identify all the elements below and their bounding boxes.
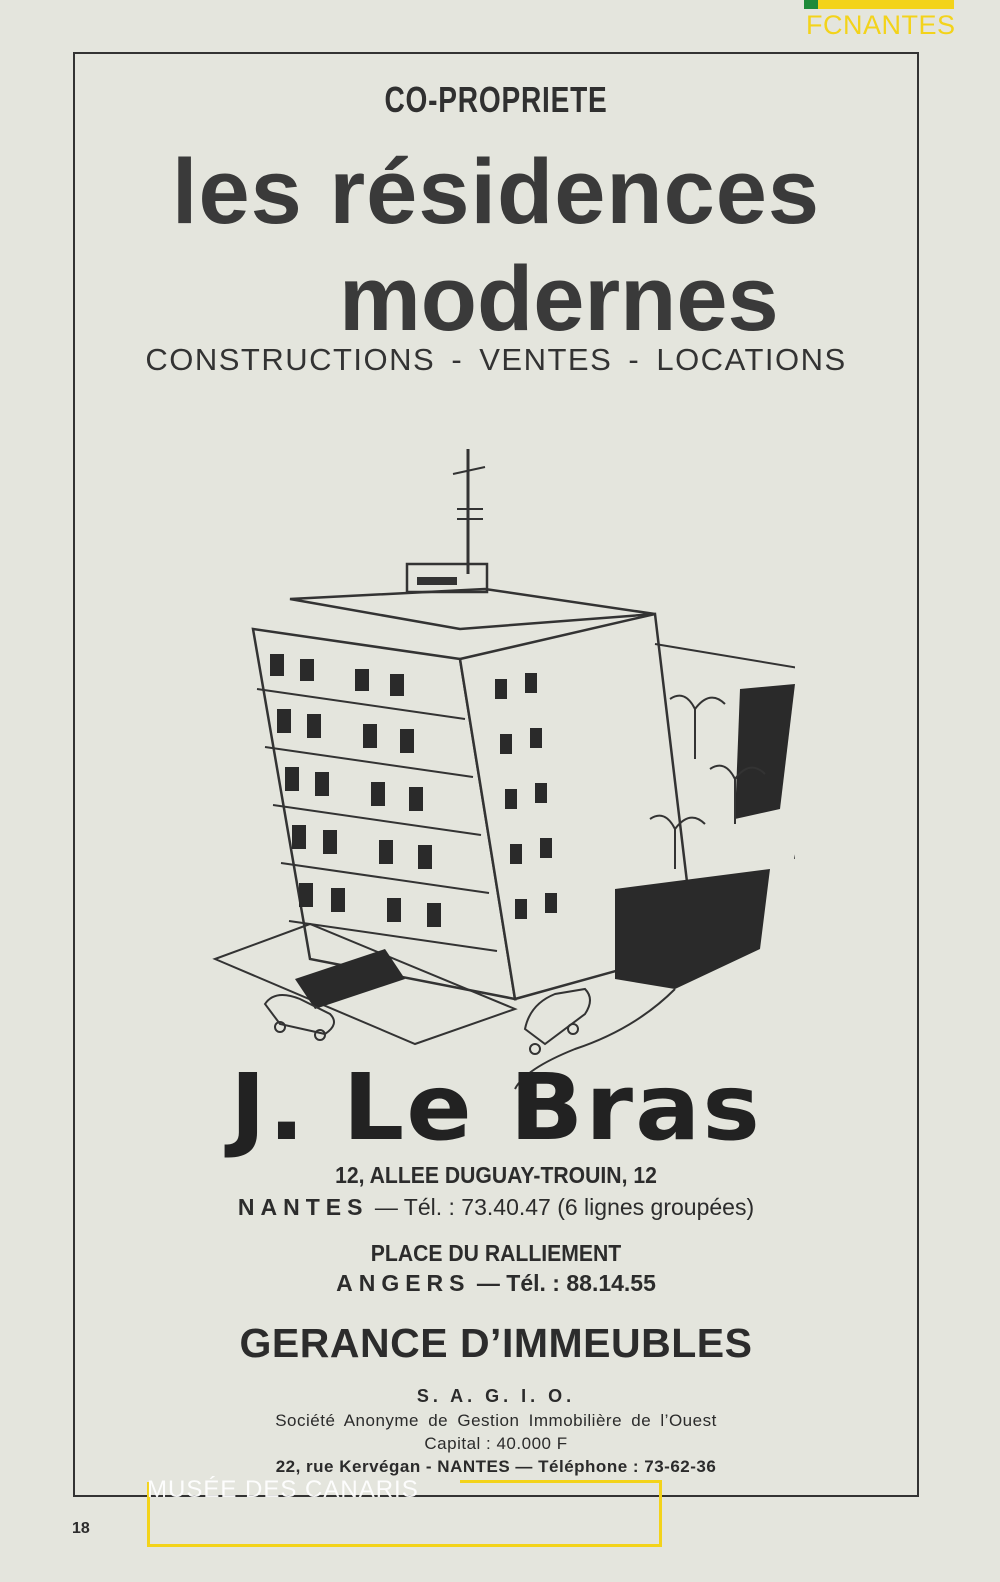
nantes-address: 12, ALLEE DUGUAY-TROUIN, 12: [335, 1162, 657, 1188]
nantes-contact: [75, 1194, 917, 1221]
sagio-address: 22, rue Kervégan - NANTES — Téléphone : 73-62-36: [275, 1457, 717, 1476]
sagio-acronym: S. A. G. I. O.: [416, 1386, 576, 1406]
angers-place: PLACE DU RALLIEMENT: [370, 1240, 622, 1266]
brand-bar-green: [804, 0, 818, 9]
angers-city: ANGERS: [336, 1270, 471, 1296]
brand-bar: [804, 0, 954, 9]
building-illustration: [195, 389, 795, 1109]
company-name: J. Le Bras: [230, 1054, 762, 1161]
page-number: 18: [72, 1520, 90, 1537]
nantes-city: NANTES: [237, 1194, 369, 1220]
copro-heading: CO-PROPRIETE: [384, 79, 608, 120]
nantes-phone: — Tél. : 73.40.47 (6 lignes groupées): [374, 1194, 755, 1220]
angers-phone: — Tél. : 88.14.55: [476, 1270, 656, 1296]
angers-contact: [75, 1270, 917, 1297]
services-line: CONSTRUCTIONS - VENTES - LOCATIONS: [145, 342, 847, 377]
gerance-heading: GERANCE D’IMMEUBLES: [239, 1320, 753, 1366]
brand-logo[interactable]: FCNANTES: [806, 10, 956, 40]
title-line2: modernes: [339, 248, 779, 350]
title-line1: les résidences: [171, 141, 821, 243]
watermark-logo[interactable]: MUSÉE DES CANARIS: [147, 1476, 419, 1503]
societe-name: Société Anonyme de Gestion Immobilière de l’Ouest: [275, 1411, 717, 1430]
advertisement-frame: [73, 52, 919, 1497]
capital-line: Capital : 40.000 F: [424, 1434, 568, 1453]
